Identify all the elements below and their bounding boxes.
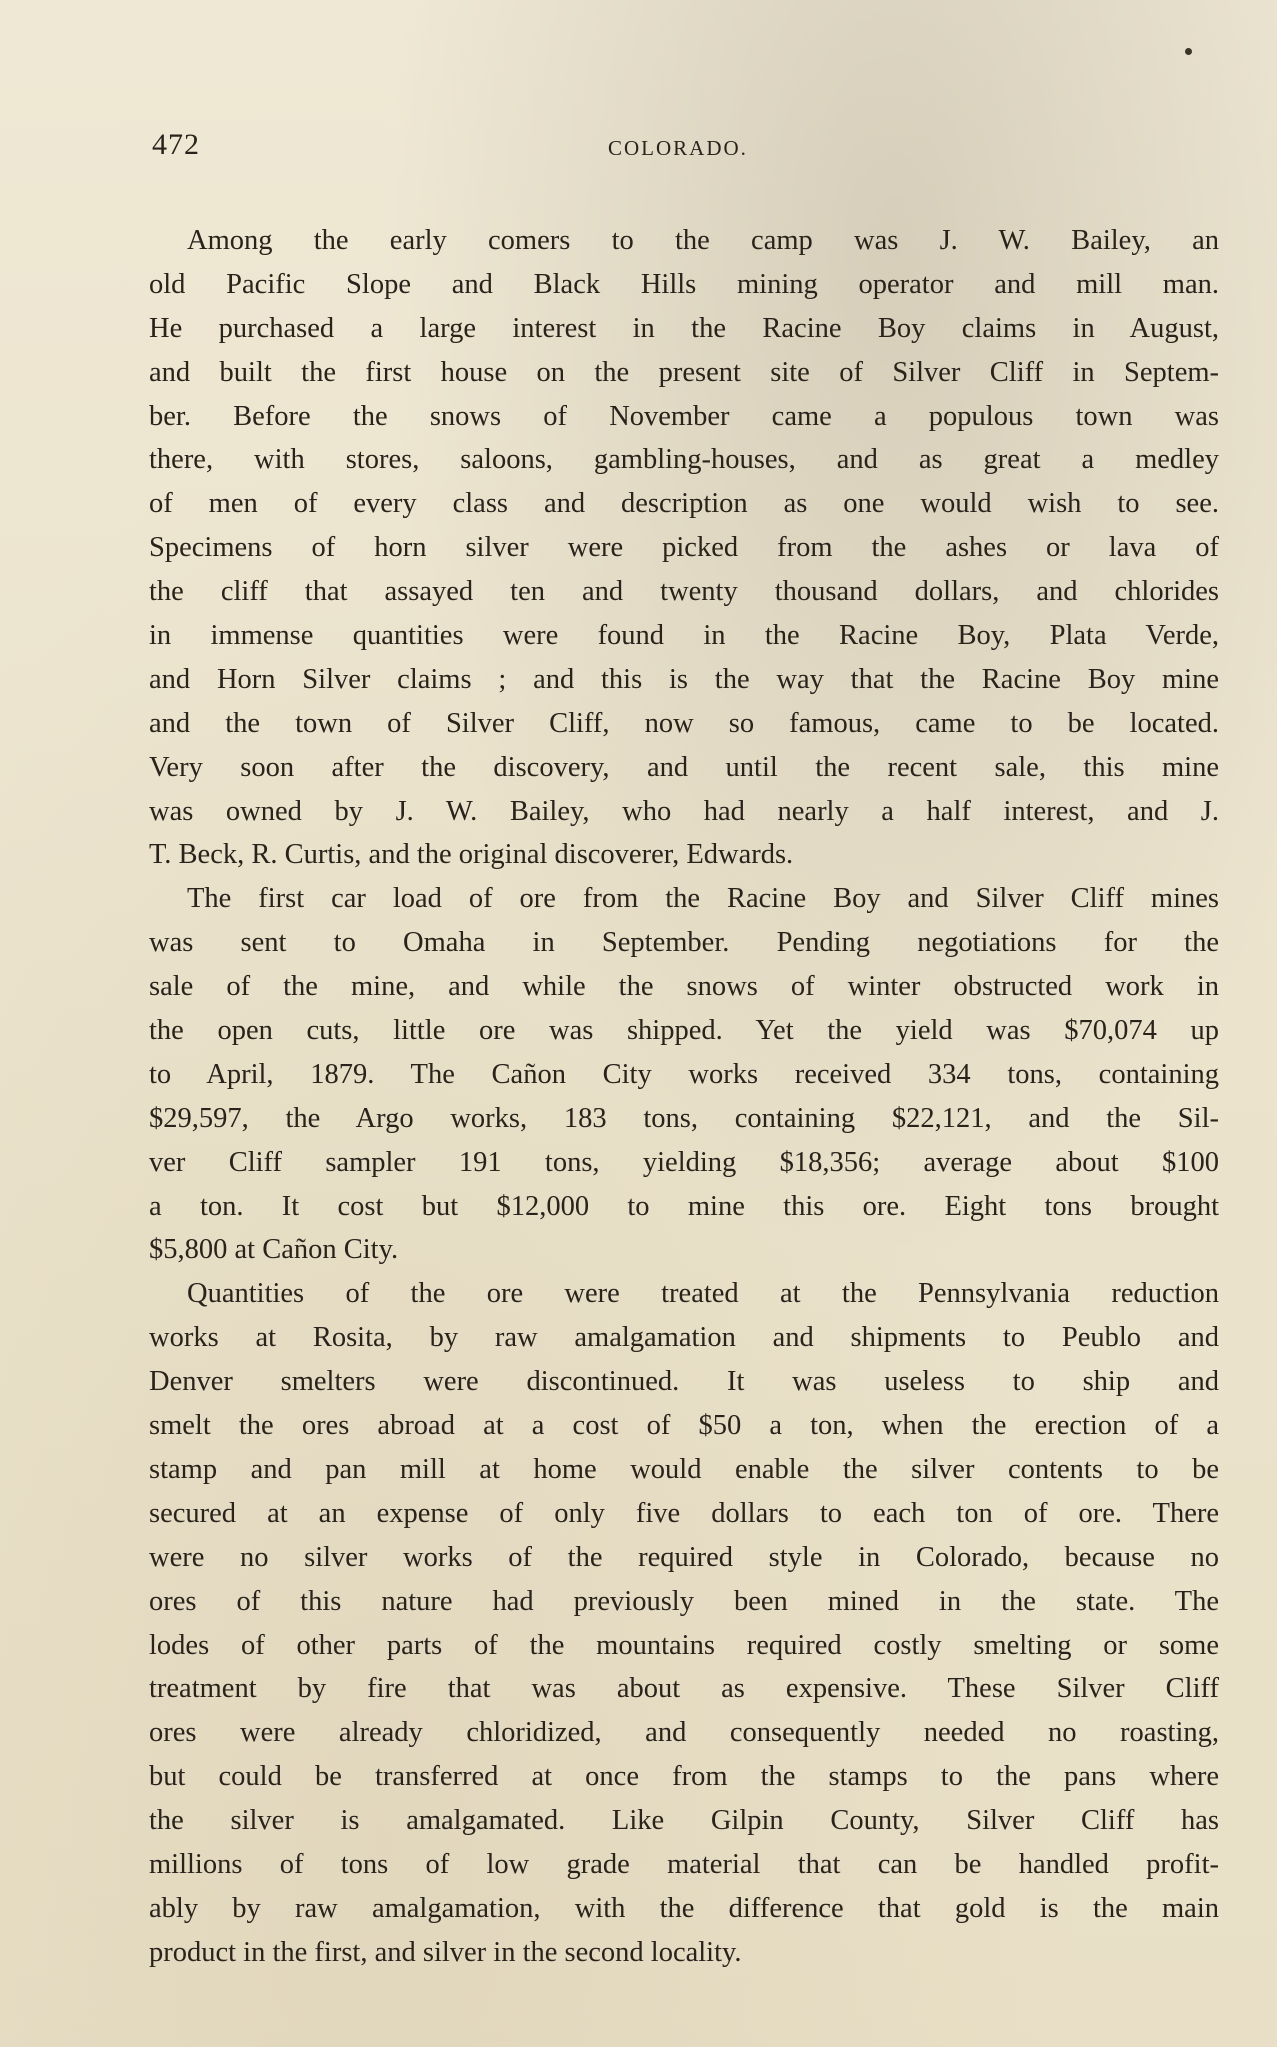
text-line: product in the first, and silver in the second locality. [149, 1936, 742, 1968]
text-line: Specimens of horn silver were picked from the ashes or lava of [149, 532, 1219, 564]
text-line: $29,597, the Argo works, 183 tons, containing $22,121, and the Sil- [149, 1102, 1219, 1134]
text-line: Quantities of the ore were treated at the Pennsylvania reduction [187, 1278, 1219, 1310]
text-line: ber. Before the snows of November came a populous town was [149, 400, 1219, 432]
text-line: old Pacific Slope and Black Hills mining operator and mill man. [149, 268, 1219, 300]
text-line: a ton. It cost but $12,000 to mine this ore. Eight tons brought [149, 1190, 1219, 1222]
text-line: secured at an expense of only five dollars to each ton of ore. There [149, 1497, 1219, 1529]
text-line: were no silver works of the required style in Colorado, because no [149, 1541, 1219, 1573]
text-line: in immense quantities were found in the Racine Boy, Plata Verde, [149, 620, 1219, 652]
text-line: works at Rosita, by raw amalgamation and shipments to Peublo and [149, 1322, 1219, 1354]
text-line: $5,800 at Cañon City. [149, 1234, 399, 1266]
text-line: ores were already chloridized, and consequently needed no roasting, [149, 1717, 1219, 1749]
text-line: Very soon after the discovery, and until the recent sale, this mine [149, 751, 1219, 783]
page-header [152, 128, 1210, 168]
text-line: but could be transferred at once from the stamps to the pans where [149, 1761, 1219, 1793]
text-line: was owned by J. W. Bailey, who had nearly a half interest, and J. [149, 795, 1219, 827]
text-line: smelt the ores abroad at a cost of $50 a ton, when the erection of a [149, 1410, 1219, 1442]
text-line: the cliff that assayed ten and twenty thousand dollars, and chlorides [149, 576, 1219, 608]
body-text [149, 219, 1219, 1975]
text-line: The first car load of ore from the Racine Boy and Silver Cliff mines [187, 883, 1219, 915]
text-line: was sent to Omaha in September. Pending negotiations for the [149, 927, 1219, 959]
ink-speck [1185, 48, 1192, 55]
text-line: ably by raw amalgamation, with the difference that gold is the main [149, 1892, 1219, 1924]
text-line: millions of tons of low grade material that can be handled profit- [149, 1848, 1219, 1880]
text-line: T. Beck, R. Curtis, and the original discoverer, Edwards. [149, 839, 794, 871]
text-line: and built the first house on the present site of Silver Cliff in Septem- [149, 356, 1219, 388]
text-line: there, with stores, saloons, gambling-houses, and as great a medley [149, 444, 1219, 476]
text-line: He purchased a large interest in the Racine Boy claims in August, [149, 312, 1219, 344]
text-line: lodes of other parts of the mountains required costly smelting or some [149, 1629, 1219, 1661]
text-line: of men of every class and description as one would wish to see. [149, 488, 1219, 520]
text-line: to April, 1879. The Cañon City works received 334 tons, containing [149, 1058, 1219, 1090]
text-line: Among the early comers to the camp was J. W. Bailey, an [187, 225, 1219, 256]
text-line: Denver smelters were discontinued. It was useless to ship and [149, 1366, 1219, 1398]
running-head: COLORADO. [608, 136, 748, 160]
text-line: and Horn Silver claims ; and this is the way that the Racine Boy mine [149, 663, 1219, 695]
text-line: the open cuts, little ore was shipped. Yet the yield was $70,074 up [149, 1015, 1219, 1047]
text-line: and the town of Silver Cliff, now so famous, came to be located. [149, 707, 1219, 739]
text-line: treatment by fire that was about as expensive. These Silver Cliff [149, 1673, 1219, 1705]
text-line: ver Cliff sampler 191 tons, yielding $18,356; average about $100 [149, 1146, 1219, 1178]
page-number: 472 [152, 128, 200, 161]
text-line: stamp and pan mill at home would enable the silver contents to be [149, 1453, 1219, 1485]
text-line: ores of this nature had previously been mined in the state. The [149, 1585, 1219, 1617]
text-line: the silver is amalgamated. Like Gilpin County, Silver Cliff has [149, 1805, 1219, 1837]
text-line: sale of the mine, and while the snows of winter obstructed work in [149, 971, 1219, 1003]
